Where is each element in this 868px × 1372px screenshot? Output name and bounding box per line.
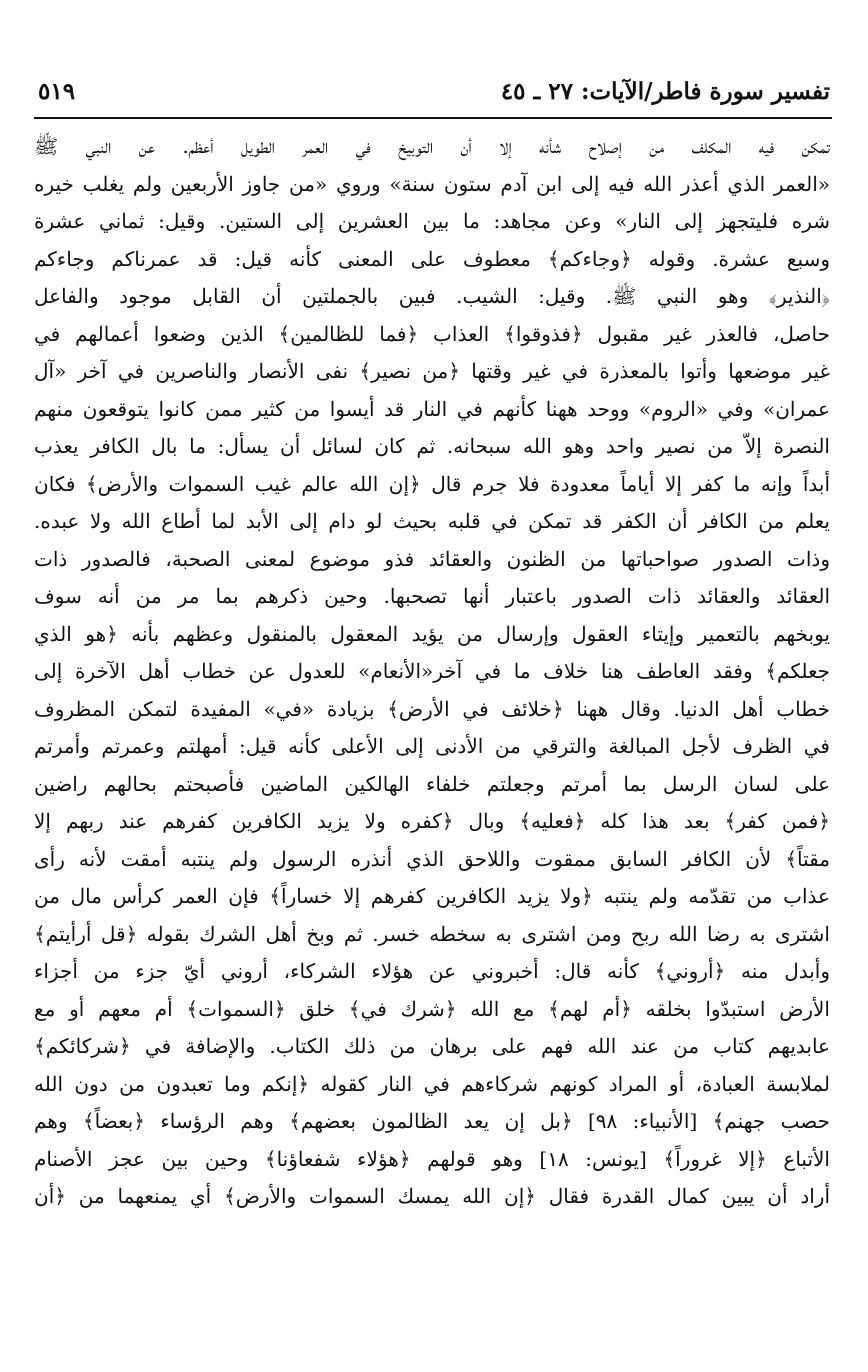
text-line: في الظرف لأجل المبالغة والترقي من الأدنى إلى الأعلى كأنه قيل: أمهلتم وعمرتم وأمرتم	[34, 734, 830, 758]
text-line: يعلم من الكافر أن الكفر قد تمكن في قلبه بحيث لو دام إلى الأبد لما أطاع الله ولا عبده.	[34, 509, 830, 533]
text-line: «العمر الذي أعذر الله فيه إلى ابن آدم ستون سنة» وروي «من جاوز الأربعين ولم يغلب خيره	[34, 171, 830, 196]
text-line: غير موضعها وأتوا بالمعذرة في غير وقتها ﴿من نصير﴾ نفى الأنصار والناصرين في آخر «آل	[34, 359, 830, 383]
text-line: حصب جهنم﴾ [الأنبياء: ٩٨] ﴿بل إن يعد الظالمون بعضهم﴾ وهم الرؤساء ﴿بعضاً﴾ وهم	[34, 1109, 830, 1133]
text-line: يوبخهم بالتعمير وإيتاء العقول وإرسال من يؤيد المعقول بالمنقول وعظهم بأنه ﴿هو الذي	[34, 621, 830, 646]
text-line: وذات الصدور صواحباتها من الظنون والعقائد فذو موضوع لمعنى الصحبة، فالصدور ذات	[34, 546, 830, 571]
text-line: وأبدل منه ﴿أروني﴾ كأنه قال: أخبروني عن هؤلاء الشركاء، أروني أيّ جزء من أجزاء	[34, 959, 830, 983]
text-line: على لسان الرسل بما أمرتم وجعلتم خلفاء الهالكين الماضين فأصبحتم بحالهم راضين	[34, 771, 830, 796]
text-line: خطاب أهل الدنيا. وقال ههنا ﴿خلائف في الأرض﴾ بزيادة «في» المفيدة لتمكن المظروف	[34, 696, 830, 721]
text-line: النصرة إلاّ من نصير واحد وهو الله سبحانه. ثم كان لسائل أن يسأل: ما بال الكافر يعذب	[34, 434, 830, 458]
text-line: مقتاً﴾ لأن الكافر السابق ممقوت واللاحق الذي أنذره الرسول ولم ينتبه أمقت لأنه رأى	[34, 846, 830, 871]
text-line: أراد أن يبين كمال القدرة فقال ﴿إن الله يمسك السموات والأرض﴾ أي يمنعهما من ﴿أن	[34, 1184, 830, 1208]
text-line: أبداً وإنه ما كفر إلا أياماً معدودة فلا جرم قال ﴿إن الله عالم غيب السموات والأرض﴾ فكان	[34, 471, 830, 496]
text-line: جعلكم﴾ وفقد العاطف هنا خلاف ما في آخر«الأنعام» للعدول عن خطاب أهل الآخرة إلى	[34, 659, 830, 683]
text-line: عمران» وفي «الروم» ووحد ههنا كأنهم في النار قد أيسوا من كثير ممن كانوا يتوقعون منهم	[34, 396, 830, 421]
text-line: العقائد والعقائد ذات الصدور باعتبار أنها تصحبها. وحين ذكرهم بما مر من أنه سوف	[34, 584, 830, 608]
text-line: حاصل، فالعذر غير مقبول ﴿فذوقوا﴾ العذاب ﴿فما للظالمين﴾ الذين وضعوا أعمالهم في	[34, 321, 830, 346]
body-text	[34, 128, 830, 1216]
text-line: اشترى به رضا الله ربح ومن اشترى به سخطه خسر. ثم وبخ أهل الشرك بقوله ﴿قل أرأيتم﴾	[34, 921, 830, 946]
text-line: لملابسة العبادة، أو المراد كونهم شركاءهم في النار كقوله ﴿إنكم وما تعبدون من دون الله	[34, 1071, 830, 1096]
header-divider	[34, 117, 832, 119]
text-line: عذاب من تقدّمه ولم ينتبه ﴿ولا يزيد الكافرين كفرهم إلا خساراً﴾ فإن العمر كرأس مال من	[34, 884, 830, 908]
text-line: الأرض استبدّوا بخلقه ﴿أم لهم﴾ مع الله ﴿شرك في﴾ خلق ﴿السموات﴾ أم معهم أو مع	[34, 996, 830, 1021]
text-line: ﴿النذير﴾ وهو النبي ﷺ. وقيل: الشيب. فبين بالجملتين أن القابل موجود والفاعل	[34, 284, 830, 308]
text-line: عابديهم كتاب من عند الله فهم على برهان من ذلك الكتاب. والإضافة في ﴿شركائكم﴾	[34, 1034, 830, 1058]
page-number: ٥١٩	[38, 78, 76, 105]
text-line: الأتباع ﴿إلا غروراً﴾ [يونس: ١٨] وهو قولهم ﴿هؤلاء شفعاؤنا﴾ وحين بين عجز الأصنام	[34, 1146, 830, 1171]
running-title: تفسير سورة فاطر/الآيات: ٢٧ ـ ٤٥	[500, 78, 830, 105]
text-line: ﴿فمن كفر﴾ بعد هذا كله ﴿فعليه﴾ وبال ﴿كفره ولا يزيد الكافرين كفرهم عند ربهم إلا	[34, 809, 830, 833]
text-line: تمكن فيه المكلف من إصلاح شأنه إلا أن التوبيخ في العمر الطويل أعظم. عن النبي ﷺ	[34, 134, 830, 158]
text-line: وسبع عشرة. وقوله ﴿وجاءكم﴾ معطوف على المعنى كأنه قيل: قد عمرناكم وجاءكم	[34, 246, 830, 271]
page-header	[36, 78, 830, 112]
text-line: شره فليتجهز إلى النار» وعن مجاهد: ما بين العشرين إلى الستين. وقيل: ثماني عشرة	[34, 209, 830, 233]
